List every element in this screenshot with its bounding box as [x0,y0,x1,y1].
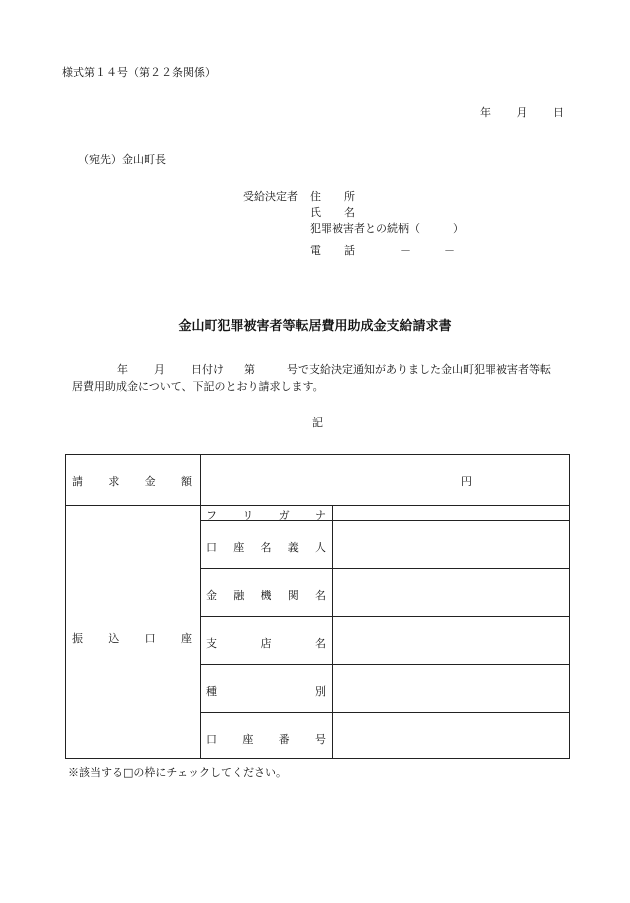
name-label-char: 名 [344,206,355,219]
phone-label-char: 電 [310,244,321,257]
date-month-label: 月 [516,106,528,119]
label-char: 振 [72,632,83,645]
label-char: 番 [278,733,290,746]
phone-sep-1: － [400,244,411,257]
label-char: リ [242,509,254,522]
label-char: 名 [315,589,326,602]
date-year-label: 年 [480,106,491,119]
body-dai: 第 [244,363,255,376]
body-line-1 [117,361,551,377]
claim-amount-label [72,473,192,489]
label-char: 人 [315,541,326,554]
label-char: 込 [108,632,120,645]
label-char: ガ [278,509,290,522]
label-char: 号 [314,733,326,746]
name-label-char: 氏 [310,206,321,219]
label-char: 金 [144,475,156,488]
label-char: 座 [233,541,245,554]
body-year: 年 [117,363,128,376]
name-label [310,204,355,220]
body-line-2: 居費用助成金について、下記のとおり請求します。 [72,380,324,393]
address-label [310,188,355,204]
ki-label: 記 [312,416,323,429]
label-char: 求 [108,475,120,488]
phone-sep-2: － [444,244,455,257]
label-char: 支 [206,637,217,650]
label-char: 名 [260,541,272,554]
account-holder-input[interactable] [333,521,569,568]
account-type-label [206,683,326,699]
address-label-char: 所 [344,190,355,203]
account-number-input[interactable] [333,713,569,759]
phone-label [310,242,355,258]
body-date-suffix: 日付け [191,363,224,376]
addressee: （宛先）金山町長 [78,153,166,166]
furigana-input[interactable] [333,506,569,520]
label-char: 口 [144,632,156,645]
label-char: 座 [180,632,192,645]
body-text: 号で支給決定通知がありました金山町犯罪被害者等転 [287,363,551,376]
label-char: 義 [287,541,299,554]
bank-name-input[interactable] [333,569,569,616]
label-char: 機 [260,589,272,602]
applicant-label: 受給決定者 [243,190,298,203]
form-number: 様式第１４号（第２２条関係） [62,66,216,79]
label-char: フ [206,509,217,522]
label-char: 店 [260,637,272,650]
label-char: 融 [233,589,245,602]
account-type-input[interactable] [333,665,569,712]
label-char: 金 [206,589,217,602]
body-month: 月 [154,363,165,376]
label-char: 額 [180,475,192,488]
claim-amount-input[interactable] [201,455,569,505]
date-line [480,104,564,120]
transfer-account-label [72,630,192,646]
address-label-char: 住 [310,190,321,203]
label-char: 請 [72,475,83,488]
relation-label: 犯罪被害者との続柄（ ） [310,222,464,235]
account-number-label [206,731,326,747]
label-char: ナ [314,509,326,522]
footnote: ※該当する□の枠にチェックしてください。 [68,766,288,779]
document-title: 金山町犯罪被害者等転居費用助成金支給請求書 [178,319,452,334]
label-char: 座 [242,733,254,746]
furigana-label [206,507,326,523]
claim-table [65,454,570,759]
label-char: 関 [287,589,299,602]
date-day-label: 日 [553,106,564,119]
label-char: 種 [206,685,217,698]
yen-label: 円 [461,475,472,488]
phone-label-char: 話 [344,244,355,257]
bank-name-label [206,587,326,603]
label-char: 口 [206,541,217,554]
label-char: 名 [315,637,326,650]
branch-name-label [206,635,326,651]
account-holder-label [206,539,326,555]
branch-name-input[interactable] [333,617,569,664]
label-char: 別 [315,685,326,698]
label-char: 口 [206,733,217,746]
